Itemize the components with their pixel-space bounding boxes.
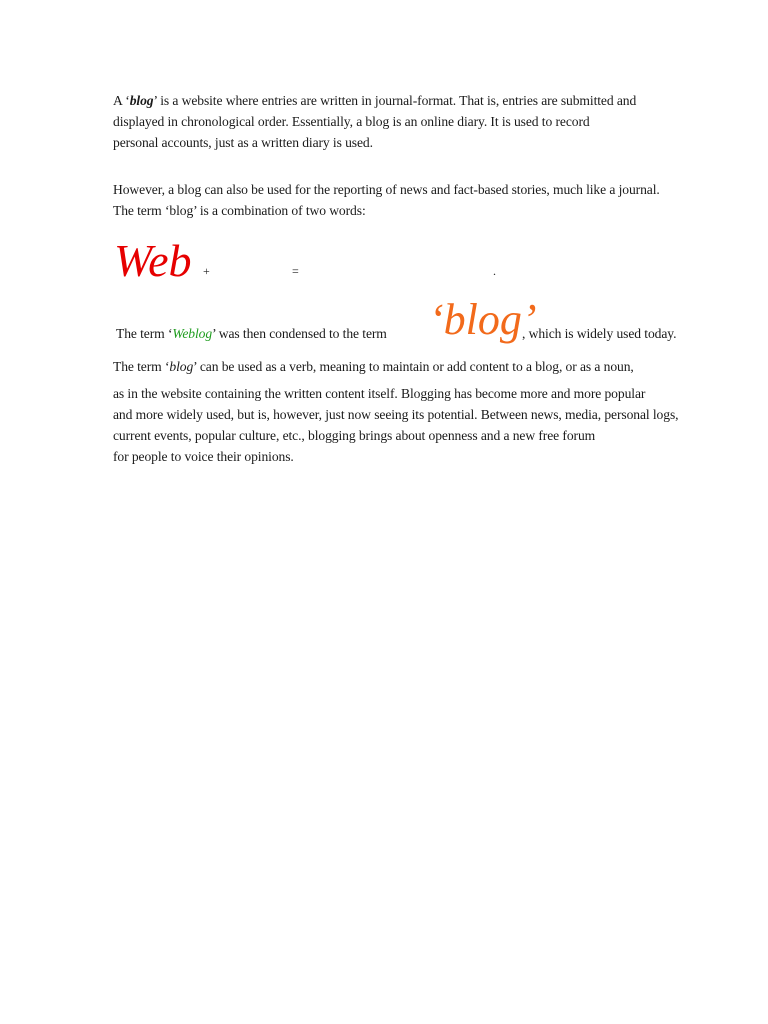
paragraph3-pre: The term ‘: [116, 326, 173, 341]
paragraph3-post: , which is widely used today.: [522, 326, 677, 341]
paragraph2-line1: However, a blog can also be used for the reporting of news and fact-based stories, much like a journal.: [113, 182, 660, 197]
paragraph2-line2: The term ‘blog’ is a combination of two words:: [113, 203, 366, 218]
blog-term-bold: blog: [129, 93, 154, 108]
blog-term-italic: blog: [169, 359, 194, 374]
equals-sign: =: [292, 264, 299, 278]
paragraph4-line1: [113, 358, 634, 376]
trailing-dot: .: [493, 264, 496, 278]
paragraph1-line1: [113, 92, 636, 110]
paragraph4-line3: and more widely used, but is, however, just now seeing its potential. Between news, media, personal logs,: [113, 407, 679, 422]
paragraph1-line3: personal accounts, just as a written diary is used.: [113, 135, 373, 150]
web-word: Web: [114, 235, 192, 286]
blog-big-word: ‘blog’: [429, 295, 537, 344]
paragraph4-line5: for people to voice their opinions.: [113, 449, 294, 464]
paragraph1-line2: displayed in chronological order. Essentially, a blog is an online diary. It is used to record: [113, 114, 590, 129]
weblog-term: Weblog: [172, 326, 213, 341]
plus-sign: +: [203, 264, 210, 278]
paragraph3-line: [116, 325, 387, 343]
paragraph4-line1-post: ’ can be used as a verb, meaning to maintain or add content to a blog, or as a noun,: [193, 359, 634, 374]
paragraph4-line2: as in the website containing the written content itself. Blogging has become more and more popular: [113, 386, 646, 401]
paragraph1-line1-pre: A ‘: [113, 93, 130, 108]
paragraph3-mid: ’ was then condensed to the term: [212, 326, 387, 341]
paragraph4-line4: current events, popular culture, etc., blogging brings about openness and a new free forum: [113, 428, 596, 443]
paragraph1-line1-post: ’ is a website where entries are written in journal-format. That is, entries are submitted and: [153, 93, 637, 108]
paragraph4-line1-pre: The term ‘: [113, 359, 170, 374]
